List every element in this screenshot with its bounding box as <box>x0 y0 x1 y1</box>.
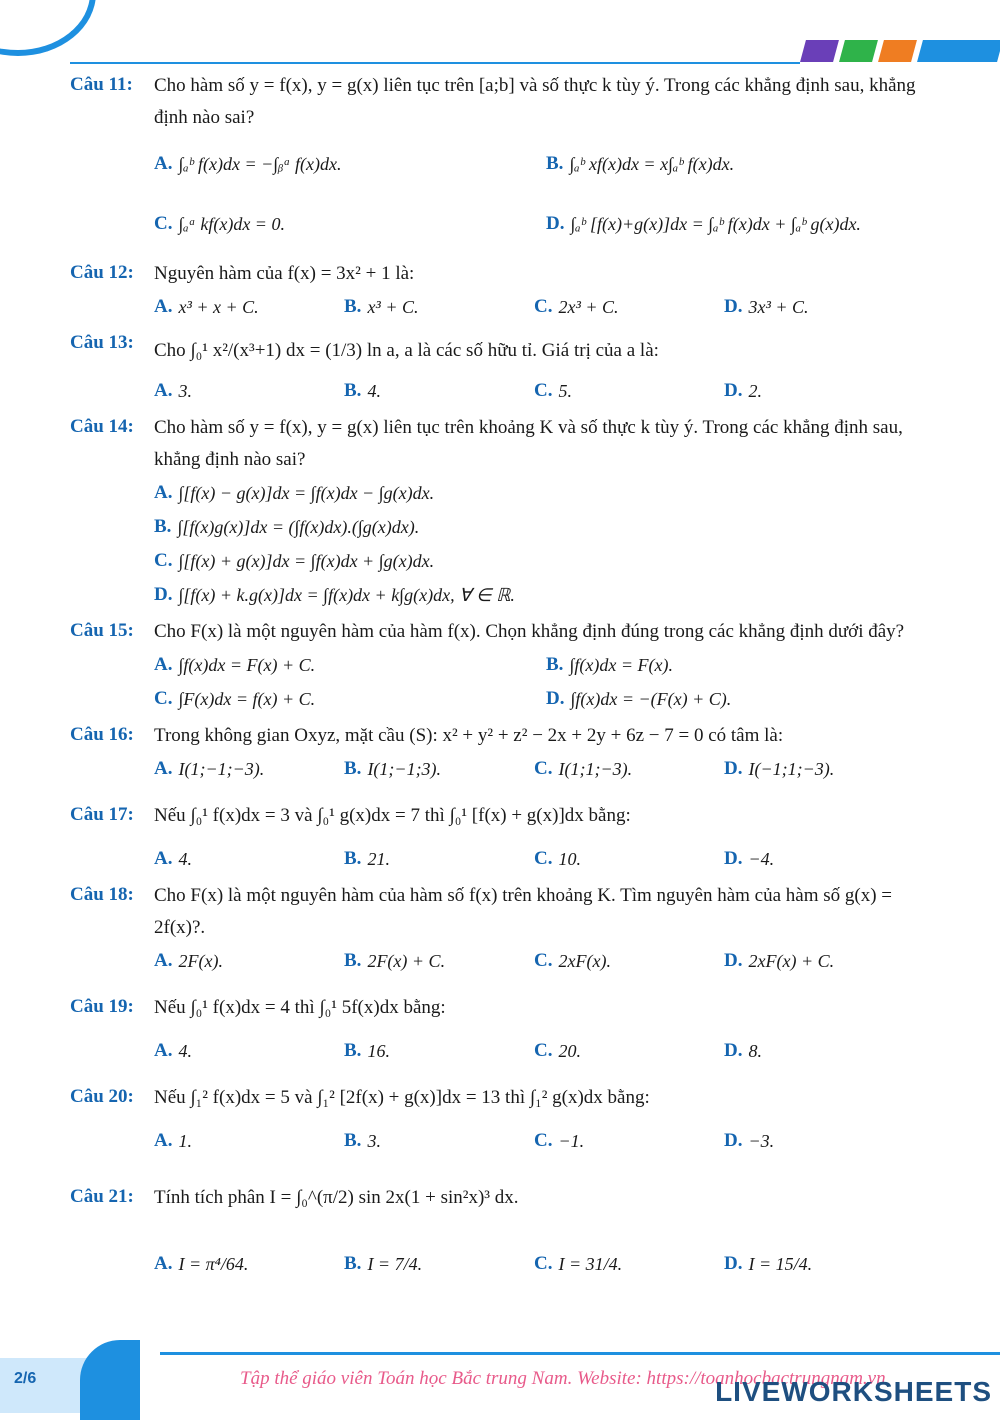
question-16 <box>70 720 930 784</box>
footer-text[interactable]: Tập thể giáo viên Toán học Bắc trung Nam. Website: https://toanhocbactrungnam.vn <box>240 1368 886 1389</box>
footer-rule <box>160 1352 1000 1355</box>
corner-decoration <box>0 0 96 56</box>
question-label: Câu 20: <box>70 1086 134 1107</box>
header-rule <box>70 62 800 64</box>
question-text: Cho hàm số y = f(x), y = g(x) liên tục trên [a;b] và số thực k tùy ý. Trong các khẳng định sau, khẳng định nào sai? <box>154 75 916 128</box>
question-text: Nếu ∫₁² f(x)dx = 5 và ∫₁² [2f(x) + g(x)]dx = 13 thì ∫₁² g(x)dx bằng: <box>154 1087 650 1108</box>
option-d[interactable]: D. 3x³ + C. <box>724 296 809 317</box>
question-15 <box>70 616 930 714</box>
option-c[interactable]: C. I = 31/4. <box>534 1253 623 1274</box>
option-a[interactable]: A. 2F(x). <box>154 950 223 971</box>
color-tab-orange <box>878 40 917 62</box>
option-d[interactable]: D. −3. <box>724 1130 775 1151</box>
question-text: Tính tích phân I = ∫₀^(π/2) sin 2x(1 + sin²x)³ dx. <box>154 1187 519 1208</box>
option-b[interactable]: B. 2F(x) + C. <box>344 950 446 971</box>
liveworksheets-logo[interactable]: LIVEWORKSHEETS <box>715 1376 992 1407</box>
question-18 <box>70 880 930 976</box>
option-b[interactable]: B. 3. <box>344 1130 381 1151</box>
question-text: Nguyên hàm của f(x) = 3x² + 1 là: <box>154 263 415 284</box>
question-text: Cho F(x) là một nguyên hàm của hàm f(x). Chọn khẳng định đúng trong các khẳng định dưới đây? <box>154 621 905 642</box>
footer-swoosh <box>80 1340 140 1420</box>
question-text: Cho ∫₀¹ x²/(x³+1) dx = (1/3) ln a, a là các số hữu tỉ. Giá trị của a là: <box>154 340 659 361</box>
page-number: 2/6 <box>14 1370 37 1387</box>
option-b[interactable]: B. 16. <box>344 1040 390 1061</box>
option-d[interactable]: D. 8. <box>724 1040 762 1061</box>
color-tab-blue <box>917 40 1000 62</box>
header-color-tabs <box>803 40 1000 62</box>
option-b[interactable]: B. I(1;−1;3). <box>344 758 442 779</box>
option-c[interactable]: C. 2x³ + C. <box>534 296 619 317</box>
option-a[interactable]: A. 4. <box>154 1040 192 1061</box>
option-c[interactable]: C. I(1;1;−3). <box>534 758 633 779</box>
option-b[interactable]: B. 21. <box>344 848 390 869</box>
option-d[interactable]: D. ∫f(x)dx = −(F(x) + C). <box>546 688 732 709</box>
option-a[interactable]: A. ∫ₐᵇ f(x)dx = −∫ᵦᵃ f(x)dx. <box>154 153 342 174</box>
question-label: Câu 14: <box>70 416 134 437</box>
color-tab-purple <box>800 40 839 62</box>
option-d[interactable]: D. ∫[f(x) + k.g(x)]dx = ∫f(x)dx + k∫g(x)dx, ∀ ∈ ℝ. <box>154 584 515 605</box>
option-a[interactable]: A. ∫[f(x) − g(x)]dx = ∫f(x)dx − ∫g(x)dx. <box>154 482 435 503</box>
option-b[interactable]: B. ∫f(x)dx = F(x). <box>546 654 673 675</box>
question-label: Câu 12: <box>70 262 134 283</box>
option-b[interactable]: B. ∫[f(x)g(x)]dx = (∫f(x)dx).(∫g(x)dx). <box>154 516 420 537</box>
option-d[interactable]: D. I = 15/4. <box>724 1253 813 1274</box>
option-c[interactable]: C. 5. <box>534 380 572 401</box>
option-d[interactable]: D. ∫ₐᵇ [f(x)+g(x)]dx = ∫ₐᵇ f(x)dx + ∫ₐᵇ g(x)dx. <box>546 213 861 234</box>
option-b[interactable]: B. ∫ₐᵇ xf(x)dx = x∫ₐᵇ f(x)dx. <box>546 153 735 174</box>
question-label: Câu 16: <box>70 724 134 745</box>
question-12 <box>70 258 930 322</box>
option-c[interactable]: C. 20. <box>534 1040 581 1061</box>
option-a[interactable]: A. ∫f(x)dx = F(x) + C. <box>154 654 316 675</box>
question-text: Cho F(x) là một nguyên hàm của hàm số f(x) trên khoảng K. Tìm nguyên hàm của hàm số g(x) = 2f(x)?. <box>154 885 893 938</box>
question-21 <box>70 1162 930 1292</box>
question-label: Câu 11: <box>70 74 133 95</box>
option-d[interactable]: D. I(−1;1;−3). <box>724 758 835 779</box>
question-label: Câu 13: <box>70 332 134 353</box>
option-a[interactable]: A. x³ + x + C. <box>154 296 259 317</box>
option-c[interactable]: C. 10. <box>534 848 581 869</box>
question-text: Nếu ∫₀¹ f(x)dx = 4 thì ∫₀¹ 5f(x)dx bằng: <box>154 997 446 1018</box>
option-c[interactable]: C. ∫F(x)dx = f(x) + C. <box>154 688 316 709</box>
option-c[interactable]: C. ∫[f(x) + g(x)]dx = ∫f(x)dx + ∫g(x)dx. <box>154 550 435 571</box>
question-list <box>70 70 930 1298</box>
question-label: Câu 17: <box>70 804 134 825</box>
color-tab-green <box>839 40 878 62</box>
option-a[interactable]: A. 3. <box>154 380 192 401</box>
question-17 <box>70 790 930 874</box>
option-a[interactable]: A. 4. <box>154 848 192 869</box>
option-a[interactable]: A. I = π⁴/64. <box>154 1253 249 1274</box>
question-label: Câu 15: <box>70 620 134 641</box>
question-14 <box>70 412 930 610</box>
option-a[interactable]: A. I(1;−1;−3). <box>154 758 265 779</box>
option-c[interactable]: C. ∫ₐᵃ kf(x)dx = 0. <box>154 213 285 234</box>
option-b[interactable]: B. x³ + C. <box>344 296 419 317</box>
question-text: Nếu ∫₀¹ f(x)dx = 3 và ∫₀¹ g(x)dx = 7 thì ∫₀¹ [f(x) + g(x)]dx bằng: <box>154 805 631 826</box>
option-c[interactable]: C. −1. <box>534 1130 585 1151</box>
option-c[interactable]: C. 2xF(x). <box>534 950 611 971</box>
question-label: Câu 19: <box>70 996 134 1017</box>
option-d[interactable]: D. 2. <box>724 380 762 401</box>
question-text: Cho hàm số y = f(x), y = g(x) liên tục trên khoảng K và số thực k tùy ý. Trong các khẳng định sau, khẳng định nào sai? <box>154 417 903 470</box>
question-20 <box>70 1072 930 1156</box>
option-d[interactable]: D. 2xF(x) + C. <box>724 950 835 971</box>
question-19 <box>70 982 930 1066</box>
option-d[interactable]: D. −4. <box>724 848 775 869</box>
question-label: Câu 21: <box>70 1186 134 1207</box>
question-text: Trong không gian Oxyz, mặt cầu (S): x² + y² + z² − 2x + 2y + 6z − 7 = 0 có tâm là: <box>154 725 784 746</box>
option-b[interactable]: B. I = 7/4. <box>344 1253 423 1274</box>
option-b[interactable]: B. 4. <box>344 380 381 401</box>
question-label: Câu 18: <box>70 884 134 905</box>
question-11 <box>70 70 930 252</box>
question-13 <box>70 328 930 406</box>
option-a[interactable]: A. 1. <box>154 1130 192 1151</box>
